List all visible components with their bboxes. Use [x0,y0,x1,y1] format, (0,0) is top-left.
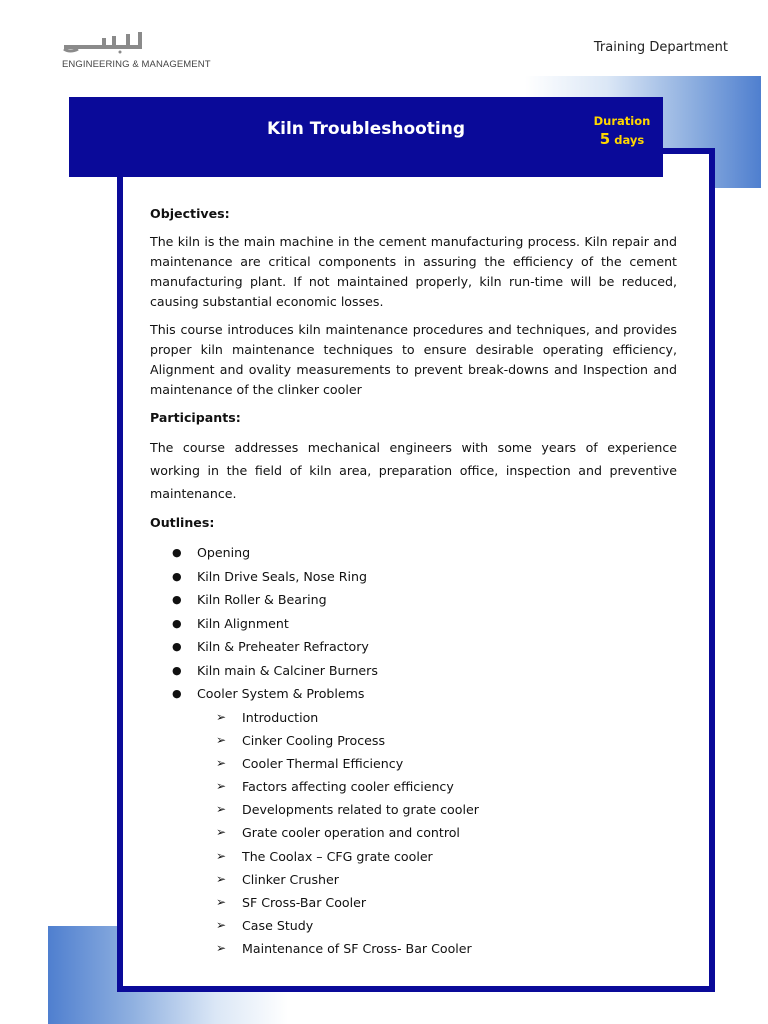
outline-item-label: Cooler System & Problems [197,686,365,701]
arrow-bullet-icon: ➢ [216,848,227,863]
outline-list [150,541,677,706]
outline-item-label: Kiln Drive Seals, Nose Ring [197,568,368,584]
outline-item-label: Kiln Alignment [197,615,289,631]
objectives-heading: Objectives: [150,206,230,221]
outline-item [150,541,677,565]
subtopic-label: Cinker Cooling Process [242,732,386,748]
department-name: Training Department [593,40,728,55]
duration-label: Duration [593,114,651,128]
cooler-subtopic-list [150,706,677,961]
subtopic-item [150,752,677,775]
objectives-paragraph: This course introduces kiln maintenance procedures and techniques, and provides proper kiln maintenance techniques to ensure desirable operating efficiency, Alignment and ovality measurements to prevent break-downs and Inspection and maintenance of the clinker cooler [150,322,677,397]
arrow-bullet-icon: ➢ [216,871,227,886]
arabic-logotype [62,32,146,54]
subtopic-item [150,868,677,891]
subtopic-item [150,891,677,914]
company-logo [62,30,212,72]
subtopic-label: Maintenance of SF Cross- Bar Cooler [242,941,472,957]
outline-item [150,682,677,706]
arrow-bullet-icon: ➢ [216,755,227,770]
outline-item-label: Opening [197,545,251,560]
duration-number: 5 [599,130,611,148]
participants-paragraph: The course addresses mechanical engineers with some years of experience working in the field of kiln area, preparation office, inspection and preventive maintenance. [150,440,677,501]
bullet-icon: ● [172,569,182,583]
bullet-icon: ● [172,640,182,653]
outline-item [150,565,677,589]
outline-item [150,588,677,612]
subtopic-item [150,798,677,821]
outline-item [150,635,677,659]
subtopic-label: Case Study [242,918,314,934]
course-description [150,204,677,961]
arrow-bullet-icon: ➢ [216,941,227,956]
outline-item-label: Kiln main & Calciner Burners [197,662,378,678]
arrow-bullet-icon: ➢ [216,802,227,817]
bullet-icon: ● [172,663,182,677]
subtopic-label: SF Cross-Bar Cooler [242,895,367,910]
bullet-icon: ● [172,546,182,559]
arrow-bullet-icon: ➢ [216,895,227,909]
bullet-icon: ● [172,687,182,700]
bullet-icon: ● [172,616,182,630]
subtopic-item [150,729,677,752]
subtopic-label: Introduction [242,709,319,725]
subtopic-label: Grate cooler operation and control [242,825,460,841]
participants-heading: Participants: [150,410,241,425]
subtopic-label: The Coolax – CFG grate cooler [242,848,433,864]
subtopic-item [150,775,677,798]
course-title: Kiln Troubleshooting [266,119,466,139]
arrow-bullet-icon: ➢ [216,918,227,933]
outline-item-label: Kiln & Preheater Refractory [197,639,369,654]
subtopic-label: Developments related to grate cooler [242,802,479,818]
subtopic-label: Clinker Crusher [242,871,339,887]
subtopic-item [150,821,677,844]
arrow-bullet-icon: ➢ [216,709,227,724]
outlines-heading: Outlines: [150,515,215,530]
arrow-bullet-icon: ➢ [216,825,227,840]
subtopic-label: Factors affecting cooler efficiency [242,779,454,795]
arrow-bullet-icon: ➢ [216,732,227,747]
outline-item [150,612,677,636]
bullet-icon: ● [172,593,182,606]
outline-item-label: Kiln Roller & Bearing [197,592,327,607]
objectives-paragraph: The kiln is the main machine in the cement manufacturing process. Kiln repair and maintenance are critical components in assuring the efficiency of the cement manufacturing plant. If not maintained properly, kiln run-time will be reduced, causing substantial economic losses. [150,234,677,309]
logo-subtitle: ENGINEERING & MANAGEMENT [62,59,211,70]
subtopic-item [150,706,677,729]
title-banner [69,97,663,177]
outline-item [150,659,677,683]
subtopic-item [150,914,677,937]
subtopic-item [150,937,677,960]
subtopic-label: Cooler Thermal Efficiency [242,755,404,771]
duration-unit: days [614,133,645,147]
arrow-bullet-icon: ➢ [216,779,227,794]
subtopic-item [150,845,677,868]
duration-value [589,130,655,148]
duration-box [589,114,655,148]
